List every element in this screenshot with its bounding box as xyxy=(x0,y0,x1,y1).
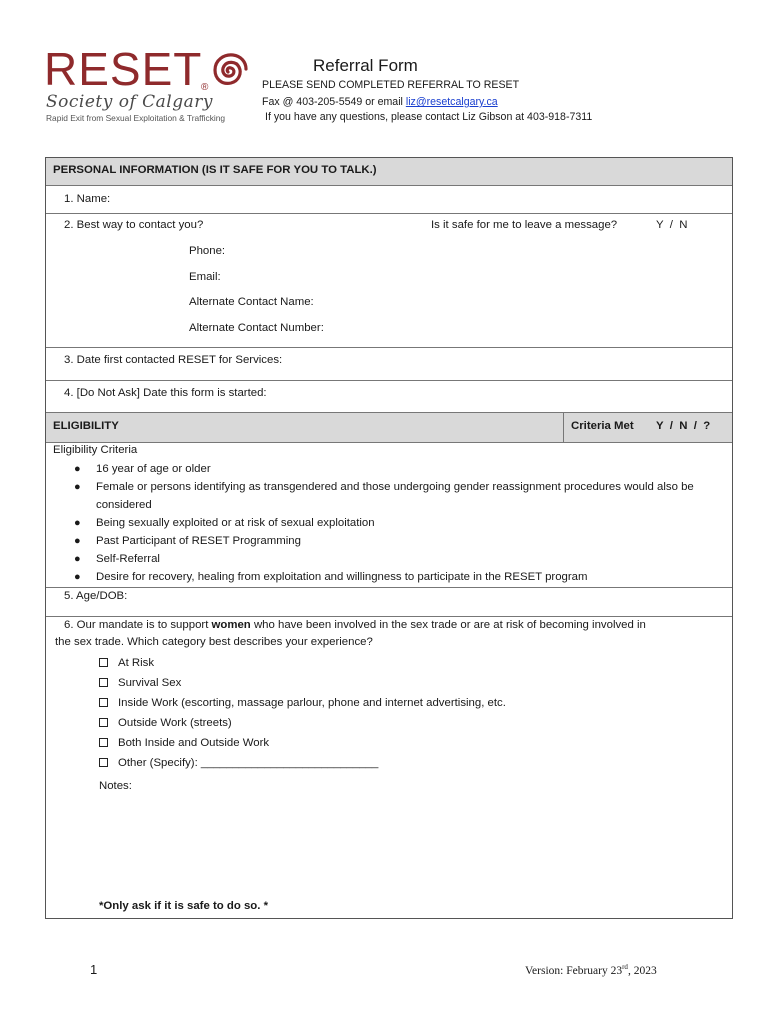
option-survival-sex[interactable]: Survival Sex xyxy=(99,673,506,693)
leave-message-label: Is it safe for me to leave a message? xyxy=(431,219,618,231)
referral-table xyxy=(45,157,733,919)
leave-message-yn[interactable]: Y / N xyxy=(656,219,688,231)
eligibility-divider xyxy=(563,413,564,442)
checkbox[interactable] xyxy=(99,718,108,727)
checkbox[interactable] xyxy=(99,658,108,667)
swirl-icon xyxy=(207,48,249,94)
category-options xyxy=(99,653,506,773)
form-started-row[interactable] xyxy=(46,381,732,413)
name-row[interactable] xyxy=(46,186,732,214)
criteria-met-label: Criteria Met xyxy=(571,420,634,432)
name-label: 1. Name: xyxy=(64,193,111,205)
page-number: 1 xyxy=(90,962,98,977)
fax-email-line xyxy=(262,96,498,108)
email-label: Email: xyxy=(189,271,221,283)
contact-label: 2. Best way to contact you? xyxy=(64,219,204,231)
safety-note: *Only ask if it is safe to do so. * xyxy=(99,900,269,912)
category-row xyxy=(46,617,732,920)
eligibility-heading: ELIGIBILITY xyxy=(53,420,119,432)
checkbox[interactable] xyxy=(99,738,108,747)
option-both-work[interactable]: Both Inside and Outside Work xyxy=(99,733,506,753)
eligibility-header xyxy=(46,413,732,443)
logo-wordmark: RESET xyxy=(44,43,203,95)
criteria-item: ● Desire for recovery, healing from exploitation and willingness to participate in the RESET program xyxy=(74,571,588,583)
version-label: Version: February 23rd, 2023 xyxy=(525,963,657,977)
criteria-met-options[interactable]: Y / N / ? xyxy=(656,420,711,432)
phone-label: Phone: xyxy=(189,245,226,257)
alt-contact-name-label: Alternate Contact Name: xyxy=(189,296,314,308)
first-contact-label: 3. Date first contacted RESET for Services: xyxy=(64,354,283,366)
send-instruction: PLEASE SEND COMPLETED REFERRAL TO RESET xyxy=(262,79,520,91)
notes-label: Notes: xyxy=(99,780,132,792)
checkbox[interactable] xyxy=(99,698,108,707)
criteria-item: ● Female or persons identifying as transgendered and those undergoing gender reassignment procedures would also be considered xyxy=(74,481,694,511)
contact-row[interactable] xyxy=(46,214,732,348)
form-title: Referral Form xyxy=(313,56,418,75)
first-contact-row[interactable] xyxy=(46,348,732,381)
logo-subtitle: Society of Calgary xyxy=(46,92,213,112)
criteria-item: ● Self-Referral xyxy=(74,553,160,565)
mandate-line-1: 6. Our mandate is to support women who have been involved in the sex trade or are at risk of becoming involved in xyxy=(64,619,646,631)
reset-logo xyxy=(44,43,254,128)
option-inside-work[interactable]: Inside Work (escorting, massage parlour, phone and internet advertising, etc. xyxy=(99,693,506,713)
personal-info-header xyxy=(46,158,732,186)
women-emphasis: women xyxy=(211,619,251,631)
form-started-label: 4. [Do Not Ask] Date this form is started: xyxy=(64,387,267,399)
email-link[interactable]: liz@resetcalgary.ca xyxy=(405,96,498,108)
personal-info-heading: PERSONAL INFORMATION (IS IT SAFE FOR YOU TO TALK.) xyxy=(53,164,377,176)
mandate-line-2: the sex trade. Which category best describes your experience? xyxy=(55,636,373,648)
criteria-item: ● 16 year of age or older xyxy=(74,463,211,475)
option-outside-work[interactable]: Outside Work (streets) xyxy=(99,713,506,733)
registered-mark: ® xyxy=(201,82,209,93)
eligibility-criteria-row xyxy=(46,443,732,588)
logo-tagline: Rapid Exit from Sexual Exploitation & Trafficking xyxy=(46,113,226,123)
criteria-list xyxy=(74,460,716,586)
age-dob-row[interactable] xyxy=(46,588,732,617)
age-dob-label: 5. Age/DOB: xyxy=(64,590,128,602)
criteria-item: ● Past Participant of RESET Programming xyxy=(74,535,301,547)
alt-contact-number-label: Alternate Contact Number: xyxy=(189,322,324,334)
option-at-risk[interactable]: At Risk xyxy=(99,653,506,673)
option-other[interactable]: Other (Specify): ____________________________ xyxy=(99,753,506,773)
fax-text: Fax @ 403-205-5549 or email xyxy=(262,96,406,108)
criteria-item: ● Being sexually exploited or at risk of sexual exploitation xyxy=(74,517,375,529)
criteria-title: Eligibility Criteria xyxy=(53,444,138,456)
checkbox[interactable] xyxy=(99,678,108,687)
checkbox[interactable] xyxy=(99,758,108,767)
contact-line: If you have any questions, please contact Liz Gibson at 403-918-7311 xyxy=(265,111,593,123)
